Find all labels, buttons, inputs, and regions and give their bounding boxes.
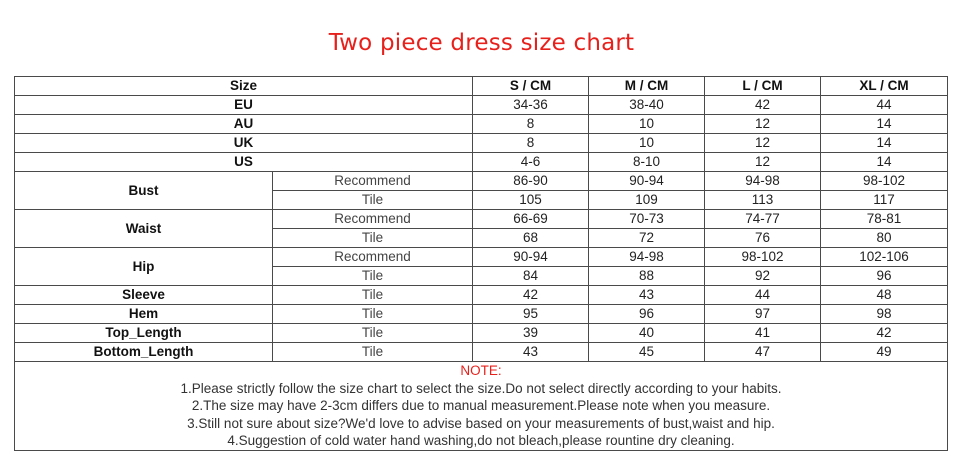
cell-xl: 96 — [821, 267, 948, 286]
cell-l: 113 — [705, 191, 821, 210]
cell-l: 42 — [705, 96, 821, 115]
cell-l: 44 — [705, 286, 821, 305]
cell-m: 96 — [589, 305, 705, 324]
header-s: S / CM — [473, 77, 589, 96]
cell-s: 68 — [473, 229, 589, 248]
cell-s: 42 — [473, 286, 589, 305]
cell-xl: 98 — [821, 305, 948, 324]
cell-m: 45 — [589, 343, 705, 362]
header-l: L / CM — [705, 77, 821, 96]
group-label-waist: Waist — [15, 210, 273, 248]
measure-type: Recommend — [273, 248, 473, 267]
cell-s: 43 — [473, 343, 589, 362]
cell-xl: 102-106 — [821, 248, 948, 267]
header-row — [15, 77, 948, 96]
header-m: M / CM — [589, 77, 705, 96]
cell-xl: 44 — [821, 96, 948, 115]
cell-l: 12 — [705, 134, 821, 153]
cell-m: 8-10 — [589, 153, 705, 172]
cell-xl: 42 — [821, 324, 948, 343]
row-label: UK — [15, 134, 473, 153]
cell-l: 94-98 — [705, 172, 821, 191]
table-row-bottom-length — [15, 343, 948, 362]
cell-s: 8 — [473, 134, 589, 153]
row-label: US — [15, 153, 473, 172]
cell-s: 4-6 — [473, 153, 589, 172]
cell-m: 109 — [589, 191, 705, 210]
cell-l: 74-77 — [705, 210, 821, 229]
cell-xl: 78-81 — [821, 210, 948, 229]
table-row-uk — [15, 134, 948, 153]
cell-xl: 49 — [821, 343, 948, 362]
cell-xl: 14 — [821, 134, 948, 153]
cell-l: 41 — [705, 324, 821, 343]
cell-s: 84 — [473, 267, 589, 286]
row-label: Hem — [15, 305, 273, 324]
cell-s: 39 — [473, 324, 589, 343]
measure-type: Tile — [273, 286, 473, 305]
table-row-hip-recommend — [15, 248, 948, 267]
cell-s: 105 — [473, 191, 589, 210]
measure-type: Tile — [273, 324, 473, 343]
cell-xl: 117 — [821, 191, 948, 210]
group-label-bust: Bust — [15, 172, 273, 210]
cell-m: 43 — [589, 286, 705, 305]
measure-type: Recommend — [273, 210, 473, 229]
table-row-waist-recommend — [15, 210, 948, 229]
cell-m: 10 — [589, 115, 705, 134]
note-line-2: 2.The size may have 2-3cm differs due to manual measurement.Please note when you measure. — [191, 398, 771, 413]
cell-m: 10 — [589, 134, 705, 153]
cell-l: 12 — [705, 115, 821, 134]
cell-m: 90-94 — [589, 172, 705, 191]
cell-xl: 98-102 — [821, 172, 948, 191]
row-label: EU — [15, 96, 473, 115]
size-chart-table — [14, 76, 948, 451]
cell-s: 34-36 — [473, 96, 589, 115]
note-line-3: 3.Still not sure about size?We'd love to advise based on your measurements of bust,waist and hip. — [187, 415, 775, 431]
cell-m: 70-73 — [589, 210, 705, 229]
row-label: Top_Length — [15, 324, 273, 343]
measure-type: Tile — [273, 191, 473, 210]
cell-xl: 14 — [821, 115, 948, 134]
measure-type: Tile — [273, 305, 473, 324]
cell-l: 97 — [705, 305, 821, 324]
cell-s: 66-69 — [473, 210, 589, 229]
notes-row — [15, 362, 948, 451]
header-size: Size — [15, 77, 473, 96]
header-xl: XL / CM — [821, 77, 948, 96]
table-row-sleeve — [15, 286, 948, 305]
measure-type: Tile — [273, 229, 473, 248]
group-label-hip: Hip — [15, 248, 273, 286]
cell-m: 38-40 — [589, 96, 705, 115]
row-label: AU — [15, 115, 473, 134]
cell-s: 8 — [473, 115, 589, 134]
table-row-us — [15, 153, 948, 172]
cell-l: 92 — [705, 267, 821, 286]
cell-m: 88 — [589, 267, 705, 286]
cell-s: 90-94 — [473, 248, 589, 267]
cell-l: 76 — [705, 229, 821, 248]
row-label: Bottom_Length — [15, 343, 273, 362]
notes-title: NOTE: — [460, 363, 502, 378]
table-row-hem — [15, 305, 948, 324]
note-line-1: 1.Please strictly follow the size chart to select the size.Do not select directly according to your habits. — [180, 380, 782, 396]
row-label: Sleeve — [15, 286, 273, 305]
notes-cell — [15, 362, 948, 451]
cell-m: 94-98 — [589, 248, 705, 267]
cell-l: 98-102 — [705, 248, 821, 267]
cell-m: 40 — [589, 324, 705, 343]
cell-s: 95 — [473, 305, 589, 324]
cell-s: 86-90 — [473, 172, 589, 191]
chart-title: Two piece dress size chart — [328, 30, 635, 56]
cell-l: 12 — [705, 153, 821, 172]
measure-type: Recommend — [273, 172, 473, 191]
cell-m: 72 — [589, 229, 705, 248]
table-row-eu — [15, 96, 948, 115]
note-line-4: 4.Suggestion of cold water hand washing,do not bleach,please rountine dry cleaning. — [227, 433, 735, 448]
measure-type: Tile — [273, 343, 473, 362]
cell-l: 47 — [705, 343, 821, 362]
table-row-au — [15, 115, 948, 134]
table-row-top-length — [15, 324, 948, 343]
measure-type: Tile — [273, 267, 473, 286]
cell-xl: 80 — [821, 229, 948, 248]
table-row-bust-recommend — [15, 172, 948, 191]
cell-xl: 48 — [821, 286, 948, 305]
cell-xl: 14 — [821, 153, 948, 172]
